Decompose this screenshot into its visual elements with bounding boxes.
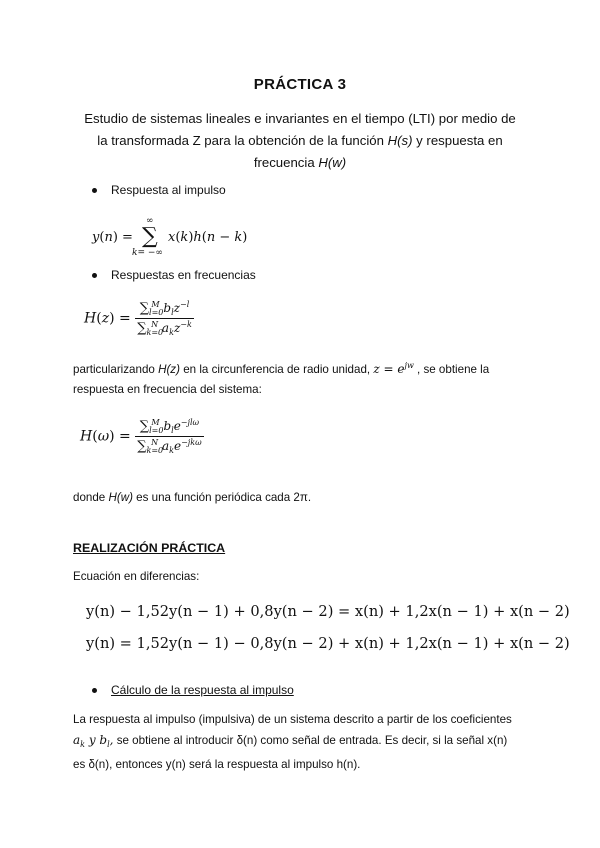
section-heading: REALIZACIÓN PRÁCTICA	[73, 541, 226, 555]
subtitle-line-3: frecuencia H(w)	[253, 155, 347, 170]
bullet-frequency-response: Respuestas en frecuencias	[92, 268, 256, 282]
frequency-response-equation: H(ω) = $\frac{\sum_{l=0}^M b_le^{-jl\omega}}{\sum_{k=0}^N a_ke^{-jk\omega}}$	[80, 418, 202, 455]
difference-equation-label: Ecuación en diferencias:	[73, 570, 200, 583]
subtitle	[70, 108, 530, 174]
paragraph-impulse: La respuesta al impulso (impulsiva) de un sistema descrito a partir de los coeficientes $a_k$ y $b_l$, se obtiene al introducir δ(n) como señal de entrada. Es decir, si la señal x(n) es δ(n), entonces y(n) será la respuesta al impulso h(n).	[73, 713, 512, 771]
bullet-dot-icon	[92, 688, 97, 693]
paragraph-periodic: donde H(w) es una función periódica cada 2π.	[73, 491, 312, 504]
subtitle-line-2: la transformada Z para la obtención de la función H(s) y respuesta en	[97, 133, 503, 148]
transfer-function-hz: H(z) = $\frac{\sum_{l=0}^M b_lz^{-l}}{\sum_{k=0}^N a_kz^{-k}}$	[84, 300, 192, 337]
difference-equation-1: y(n) − 1,52y(n − 1) + 0,8y(n − 2) = x(n) + 1,2x(n − 1) + x(n − 2)	[86, 603, 570, 620]
bullet-dot-icon	[92, 188, 97, 193]
bullet-impulse-response: Respuesta al impulso	[92, 183, 226, 197]
paragraph-unit-circle: particularizando H(z) en la circunferencia de radio unidad, $z = e^{jw}$ , se obtiene la respuesta en frecuencia del sistema:	[73, 361, 490, 396]
bullet-dot-icon	[92, 273, 97, 278]
difference-equation-2: y(n) = 1,52y(n − 1) − 0,8y(n − 2) + x(n) + 1,2x(n − 1) + x(n − 2)	[86, 635, 570, 652]
bullet-calc-impulse: Cálculo de la respuesta al impulso	[92, 683, 294, 697]
page-title: PRÁCTICA 3	[253, 76, 347, 93]
subtitle-line-1: Estudio de sistemas lineales e invariantes en el tiempo (LTI) por medio de	[84, 111, 516, 126]
